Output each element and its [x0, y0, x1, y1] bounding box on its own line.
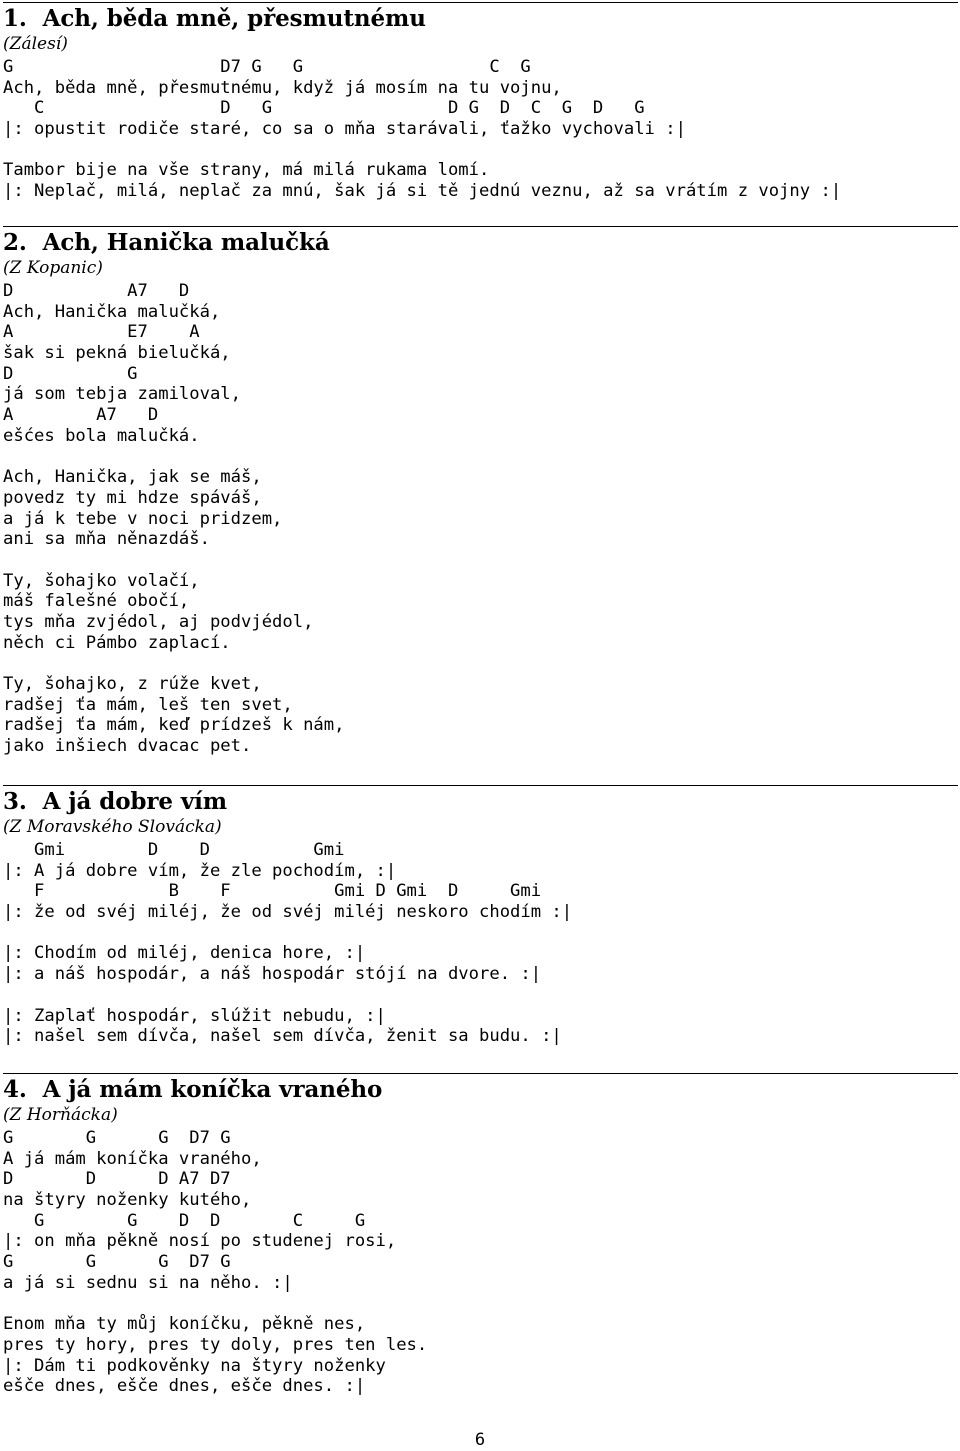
song-line: D D D A7 D7 — [3, 1169, 231, 1190]
rule-song-2 — [3, 226, 958, 227]
stanza-gap — [3, 550, 958, 571]
song-line: na štyry noženky kutého, — [3, 1190, 252, 1211]
stanza-gap — [3, 653, 958, 674]
rule-song-3 — [3, 785, 958, 786]
song-line: Gmi D D Gmi — [3, 840, 345, 860]
song-title: 4. A já mám koníčka vraného — [3, 1076, 383, 1103]
song-line: G G G D7 G — [3, 1252, 231, 1273]
song-origin: (Zálesí) — [3, 34, 68, 54]
song-line: Ach, Hanička malučká, — [3, 301, 221, 322]
song-line: G G G D7 G — [3, 1128, 231, 1148]
song-line: |: A já dobre vím, že zle pochodím, :| — [3, 860, 397, 881]
stanza-gap — [3, 140, 958, 161]
song-body — [3, 840, 958, 1047]
song-line: radšej ťa mám, leš ten svet, — [3, 694, 293, 715]
song-line: pres ty hory, pres ty doly, pres ten les. — [3, 1334, 428, 1355]
song-line: Enom mňa ty můj koníčku, pěkně nes, — [3, 1314, 366, 1335]
song-line: |: Zaplať hospodár, slúžit nebudu, :| — [3, 1005, 386, 1026]
rule-top — [3, 2, 958, 3]
song-line: |: Neplač, milá, neplač za mnú, šak já si tě jednú veznu, až sa vrátím z vojny :| — [3, 181, 842, 202]
song-line: Ty, šohajko, z rúže kvet, — [3, 674, 262, 695]
song-title: 1. Ach, běda mně, přesmutnému — [3, 5, 426, 32]
song-line: |: opustit rodiče staré, co sa o mňa starávali, ťažko vychovali :| — [3, 119, 686, 140]
song-line: šak si pekná bielučká, — [3, 343, 231, 364]
song-line: Ach, běda mně, přesmutnému, když já mosím na tu vojnu, — [3, 77, 562, 98]
rule-song-4 — [3, 1073, 958, 1074]
song-line: F B F Gmi D Gmi D Gmi — [3, 881, 542, 902]
song-line: ani sa mňa něnazdáš. — [3, 529, 210, 550]
song-line: C D G D G D C G D G — [3, 98, 645, 119]
song-body — [3, 57, 958, 202]
song-body — [3, 1128, 958, 1397]
song-1 — [3, 4, 958, 202]
song-line: |: a náš hospodár, a náš hospodár stójí na dvore. :| — [3, 964, 542, 985]
song-4 — [3, 1075, 958, 1397]
stanza-gap — [3, 985, 958, 1006]
song-line: |: že od svéj miléj, že od svéj miléj neskoro chodím :| — [3, 902, 573, 923]
song-line: a já si sednu si na něho. :| — [3, 1272, 293, 1293]
song-line: jako inšiech dvacac pet. — [3, 736, 252, 757]
song-origin: (Z Moravského Slovácka) — [3, 817, 222, 837]
song-line: tys mňa zvjédol, aj podvjédol, — [3, 612, 314, 632]
song-line: A já mám koníčka vraného, — [3, 1148, 262, 1169]
song-origin: (Z Kopanic) — [3, 258, 103, 278]
song-line: a já k tebe v noci pridzem, — [3, 508, 283, 529]
stanza-gap — [3, 923, 958, 944]
song-origin: (Z Horňácka) — [3, 1105, 118, 1125]
stanza-gap — [3, 1294, 958, 1315]
song-line: něch ci Pámbo zaplací. — [3, 632, 231, 653]
song-2 — [3, 228, 958, 757]
song-line: Ach, Hanička, jak se máš, — [3, 467, 262, 488]
song-line: Ty, šohajko volačí, — [3, 570, 200, 591]
song-line: ešče dnes, ešče dnes, ešče dnes. :| — [3, 1376, 366, 1397]
song-3 — [3, 787, 958, 1047]
song-line: ešćes bola malučká. — [3, 425, 200, 446]
song-title: 2. Ach, Hanička malučká — [3, 229, 330, 256]
song-line: G D7 G G C G — [3, 57, 531, 77]
song-line: radšej ťa mám, keď prídzeš k nám, — [3, 715, 345, 736]
song-line: |: našel sem dívča, našel sem dívča, ženit sa budu. :| — [3, 1026, 562, 1047]
song-line: já som tebja zamiloval, — [3, 384, 241, 405]
song-line: D A7 D — [3, 281, 190, 301]
song-line: Tambor bije na vše strany, má milá rukama lomí. — [3, 160, 490, 181]
song-line: povedz ty mi hdze spáváš, — [3, 487, 262, 508]
stanza-gap — [3, 447, 958, 468]
song-line: |: Dám ti podkověnky na štyry noženky — [3, 1355, 386, 1376]
song-title: 3. A já dobre vím — [3, 788, 228, 815]
song-body — [3, 281, 958, 757]
song-line: |: on mňa pěkně nosí po studenej rosi, — [3, 1231, 397, 1252]
song-line: G G D D C G — [3, 1210, 366, 1231]
page-number: 6 — [474, 1430, 486, 1450]
song-line: máš falešné obočí, — [3, 591, 190, 612]
song-line: |: Chodím od miléj, denica hore, :| — [3, 943, 366, 964]
song-line: D G — [3, 363, 138, 384]
song-line: A A7 D — [3, 405, 159, 426]
song-line: A E7 A — [3, 322, 200, 343]
